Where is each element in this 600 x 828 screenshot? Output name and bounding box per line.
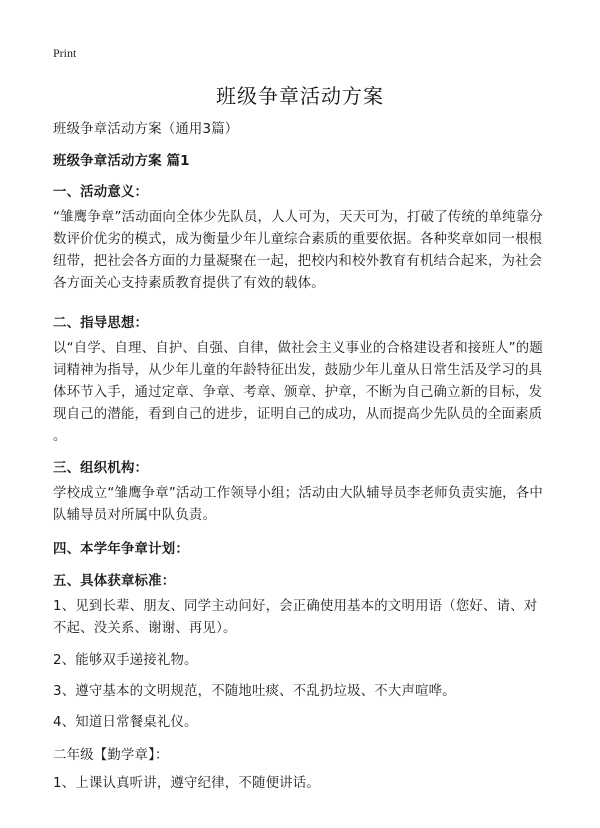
print-label: Print [53,46,77,60]
page-title: 班级争章活动方案 [216,84,384,108]
criteria-item-1 [53,596,553,640]
paragraph-line: “雏鹰争章”活动面向全体少先队员，人人可为，天天可为，打破了传统的单纯靠分 [53,210,543,225]
paragraph-line: 各方面关心支持素质教育提供了有效的载体。 [53,276,325,291]
paragraph-line: 队辅导员对所属中队负责。 [53,508,217,523]
part-heading: 班级争章活动方案 篇1 [53,154,190,169]
criteria-item-4 [53,712,553,734]
section-3-paragraph [53,483,553,527]
section-2-paragraph [53,338,553,448]
paragraph-line: 词精神为指导，从少年儿童的年龄特征出发，鼓励少年儿童从日常生活及学习的具 [53,363,543,378]
section-1-paragraph [53,207,553,295]
paragraph-line: 体环节入手，通过定章、争章、考章、颁章、护章，不断为自己确立新的目标，发 [53,385,543,400]
section-heading-1: 一、活动意义： [53,185,149,200]
section-heading-4: 四、本学年争章计划： [53,542,189,557]
grade-item-1 [53,773,553,795]
section-heading-2: 二、指导思想： [53,316,149,331]
paragraph-line: 纽带，把社会各方面的力量凝聚在一起，把校内和校外教育有机结合起来，为社会 [53,254,543,269]
paragraph-line: 以“自学、自理、自护、自强、自律，做社会主义事业的合格建设者和接班人”的题 [53,341,543,356]
paragraph-line: 学校成立“雏鹰争章”活动工作领导小组；活动由大队辅导员李老师负责实施，各中 [53,486,543,501]
paragraph-line: 现自己的潜能，看到自己的进步，证明自己的成功，从而提高少先队员的全面素质 [53,407,543,422]
paragraph-line: 。 [53,429,67,444]
criteria-item-3 [53,681,553,703]
grade-heading: 二年级【勤学章】： [53,748,169,763]
criteria-item-2 [53,650,553,672]
list-item-line: 1、见到长辈、朋友、同学主动问好，会正确使用基本的文明用语（您好、请、对 [53,599,538,614]
list-item-line: 2、能够双手递接礼物。 [53,653,198,668]
paragraph-line: 数评价优劣的模式，成为衡量少年儿童综合素质的重要依据。各种奖章如同一根根 [53,232,543,247]
list-item-line: 1、上课认真听讲，遵守纪律，不随便讲话。 [53,776,320,791]
list-item-line: 3、遵守基本的文明规范，不随地吐痰、不乱扔垃圾、不大声喧哗。 [53,684,456,699]
section-heading-5: 五、具体获章标准： [53,574,176,589]
list-item-line: 4、知道日常餐桌礼仪。 [53,715,198,730]
list-item-line: 不起、没关系、谢谢、再见）。 [53,621,237,636]
section-heading-3: 三、组织机构： [53,461,149,476]
document-subtitle: 班级争章活动方案（通用3篇） [53,122,239,137]
